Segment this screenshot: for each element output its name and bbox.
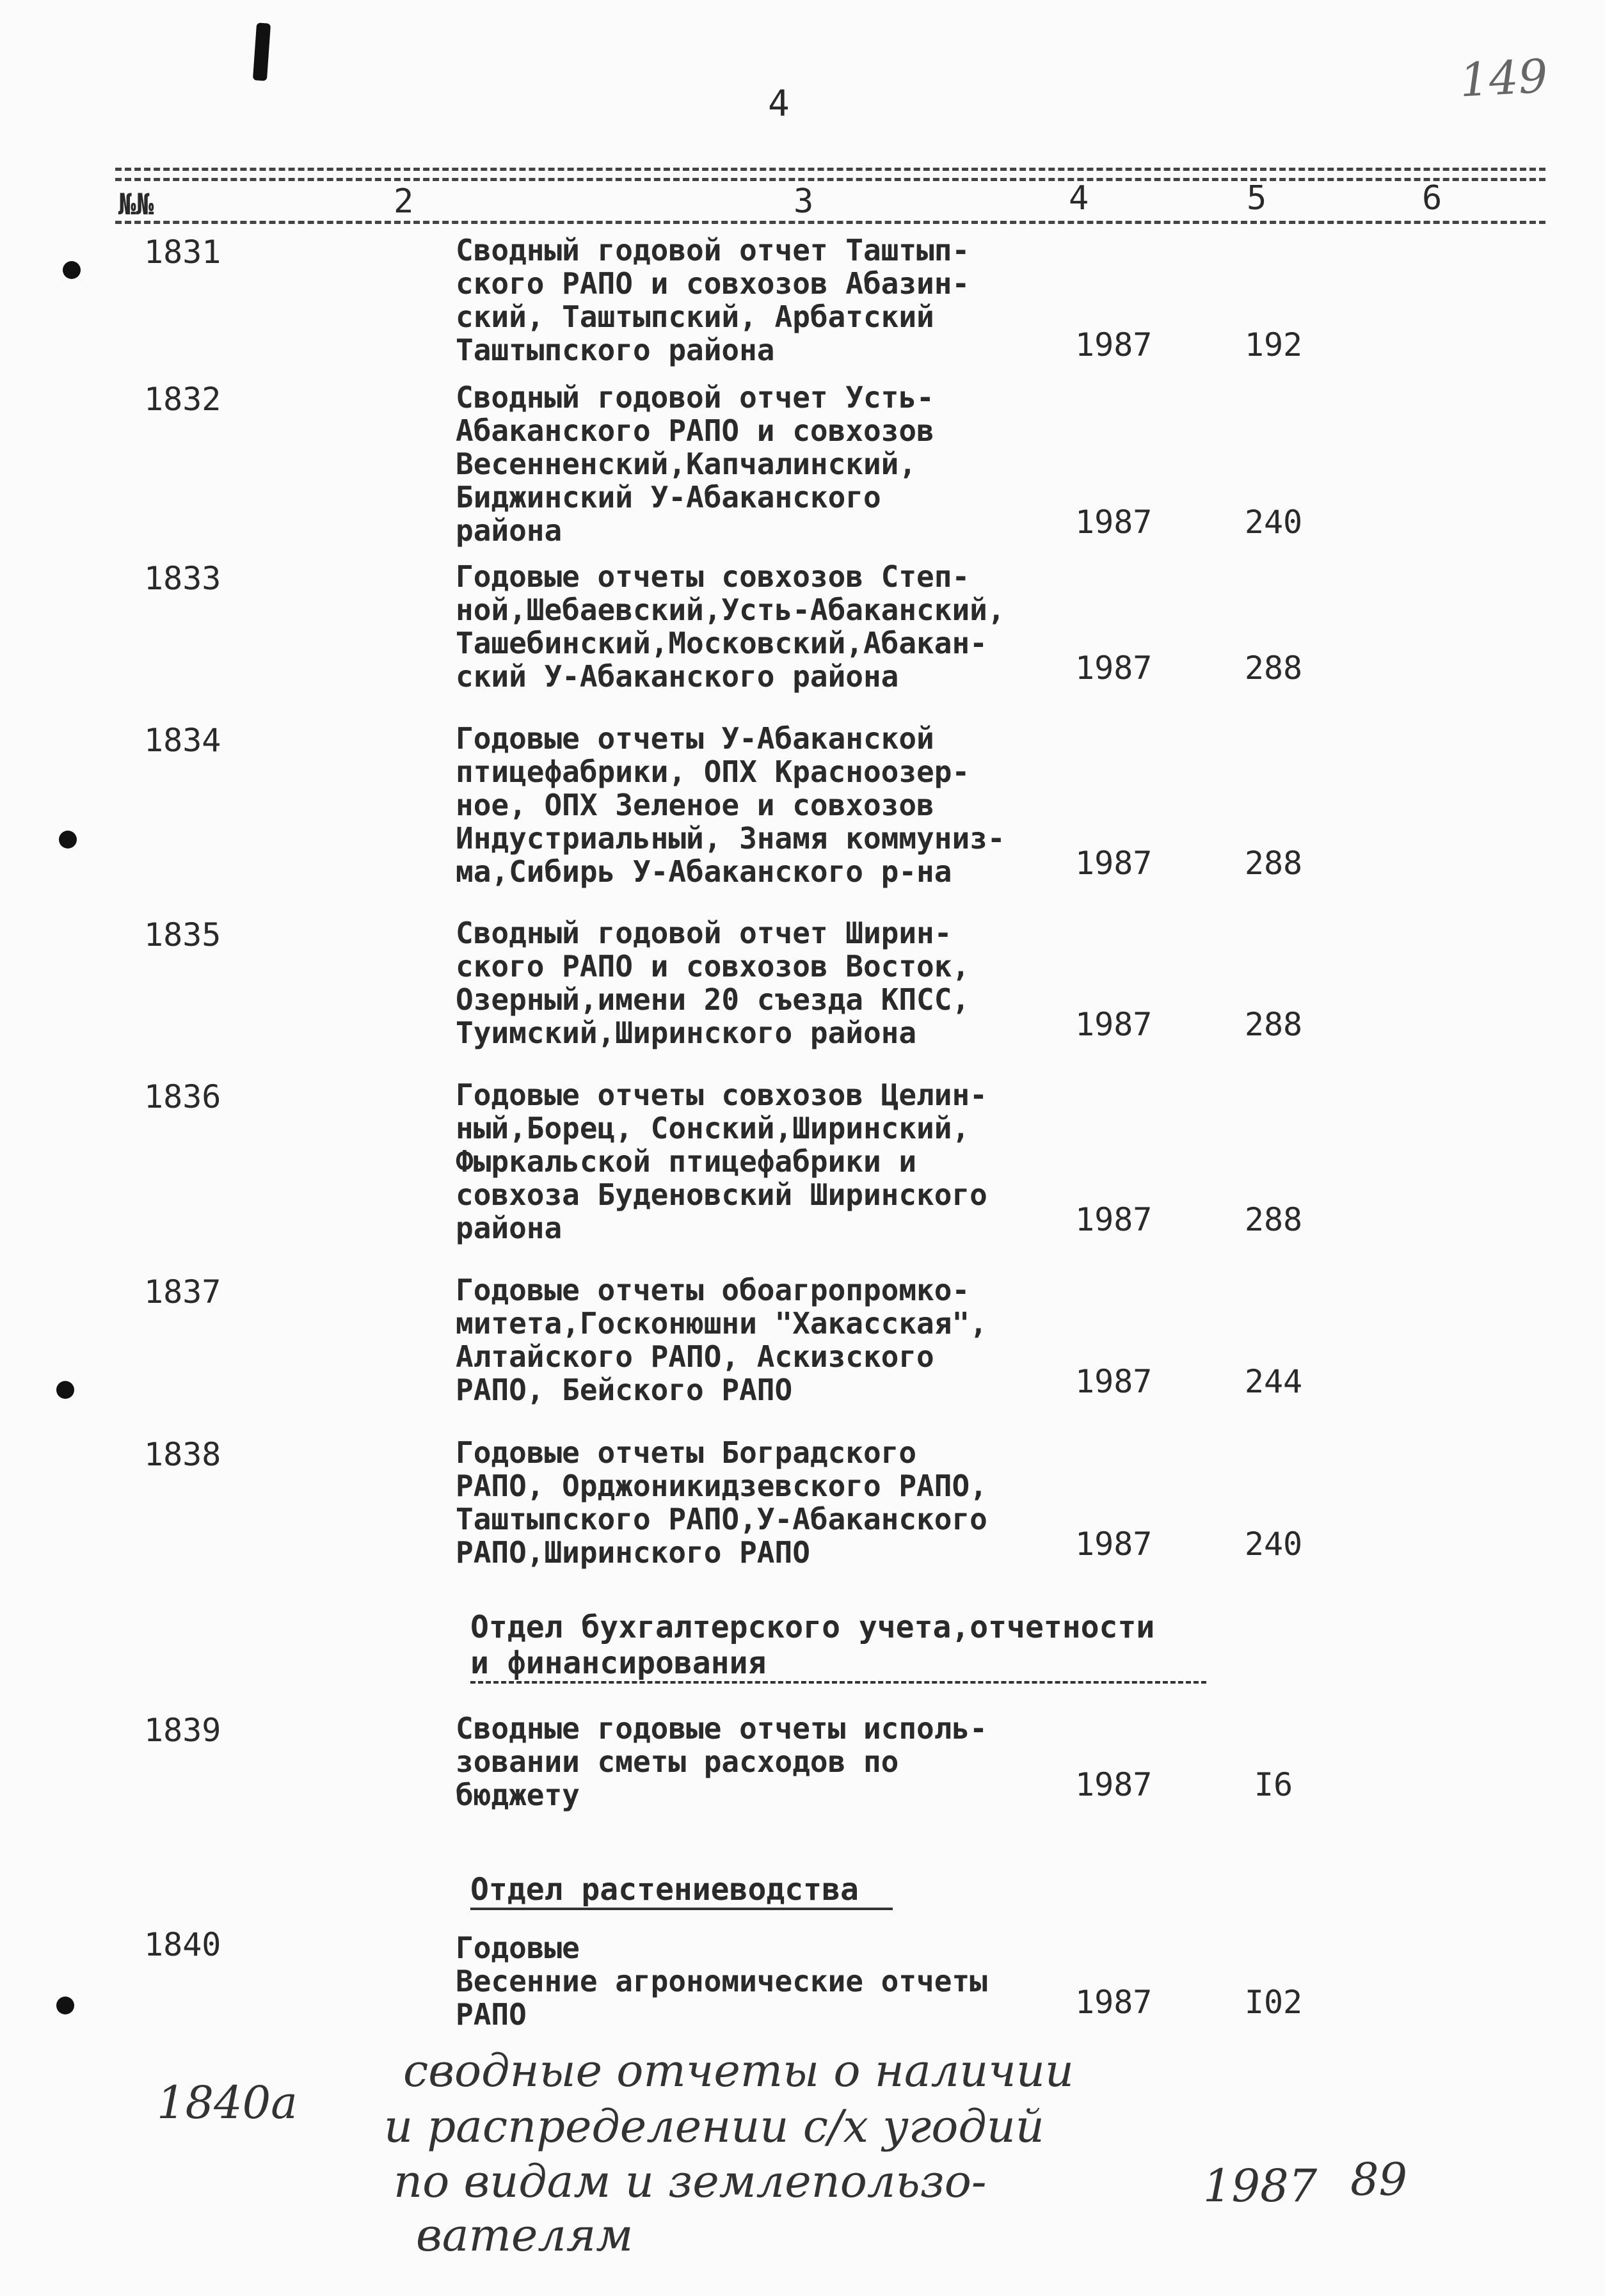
row-files: 244	[1244, 1363, 1303, 1400]
ink-mark	[253, 22, 271, 81]
handwritten-entry-line: вателям	[416, 2209, 634, 2261]
row-number: 1833	[144, 560, 221, 597]
section-heading-accounting: Отдел бухгалтерского учета,отчетности и финансирования	[470, 1609, 1206, 1684]
handwritten-entry-line: и распределении с/х угодий	[384, 2100, 1044, 2153]
page-number: 4	[768, 83, 790, 125]
column-header-5: 5	[1247, 179, 1267, 218]
handwritten-entry-number: 1840а	[157, 2077, 298, 2129]
row-number: 1837	[144, 1273, 221, 1311]
binder-hole	[59, 831, 77, 849]
row-title: Сводный годовой отчет Ширин- ского РАПО и совхозов Восток, Озерный,имени 20 съезда КПСС, Туимский,Ширинского района	[456, 916, 970, 1050]
header-top-line-2	[115, 178, 1545, 181]
row-files: 240	[1244, 1526, 1303, 1563]
row-title: Сводный годовой отчет Таштып- ского РАПО и совхозов Абазин- ский, Таштыпский, Арбатский Таштыпского района	[456, 233, 970, 367]
row-number: 1836	[144, 1078, 221, 1115]
row-year: 1987	[1075, 1526, 1153, 1563]
header-bottom-line	[115, 221, 1545, 224]
row-files: I6	[1254, 1766, 1293, 1803]
row-number: 1840	[144, 1926, 221, 1963]
row-title: Годовые отчеты Боградского РАПО, Орджоникидзевского РАПО, Таштыпского РАПО,У-Абаканского РАПО,Ширинского РАПО	[456, 1435, 987, 1570]
row-files: I02	[1244, 1984, 1303, 2021]
row-number: 1832	[144, 381, 221, 418]
row-files: 288	[1244, 1201, 1303, 1238]
handwritten-entry-line: сводные отчеты о наличии	[403, 2045, 1074, 2097]
row-year: 1987	[1075, 845, 1153, 882]
row-year: 1987	[1075, 1766, 1153, 1803]
row-files: 288	[1244, 845, 1303, 882]
handwritten-entry-files: 89	[1350, 2153, 1408, 2206]
row-title: Годовые отчеты совхозов Степ- ной,Шебаевский,Усть-Абаканский, Ташебинский,Московский,Абакан- ский У-Абаканского района	[456, 559, 1005, 694]
handwritten-entry-year: 1987	[1203, 2160, 1318, 2212]
row-title: Годовые Весенние агрономические отчеты РАПО	[456, 1931, 987, 2032]
header-top-line	[115, 168, 1545, 171]
row-year: 1987	[1075, 504, 1153, 541]
row-number: 1834	[144, 722, 221, 759]
row-files: 240	[1244, 504, 1303, 541]
row-title: Сводный годовой отчет Усть- Абаканского РАПО и совхозов Весенненский,Капчалинский, Биджинский У-Абаканского района	[456, 380, 934, 548]
binder-hole	[63, 261, 81, 279]
row-files: 192	[1244, 326, 1303, 363]
row-year: 1987	[1075, 1984, 1153, 2021]
row-year: 1987	[1075, 650, 1153, 687]
row-number: 1835	[144, 916, 221, 953]
column-header-number: №№	[118, 187, 154, 221]
column-header-2: 2	[394, 182, 414, 221]
row-title: Годовые отчеты обоагропромко- митета,Госконюшни "Хакасская", Алтайского РАПО, Аскизского РАПО, Бейского РАПО	[456, 1273, 987, 1407]
handwritten-sheet-number: 149	[1458, 49, 1549, 108]
row-year: 1987	[1075, 1006, 1153, 1043]
row-year: 1987	[1075, 326, 1153, 363]
row-title: Годовые отчеты совхозов Целин- ный,Борец, Сонский,Ширинский, Фыркальской птицефабрики и совхоза Буденовский Ширинского района	[456, 1078, 987, 1245]
section-heading-crops: Отдел растениеводства	[470, 1872, 893, 1910]
row-files: 288	[1244, 650, 1303, 687]
row-year: 1987	[1075, 1363, 1153, 1400]
row-number: 1838	[144, 1436, 221, 1473]
row-title: Сводные годовые отчеты исполь- зовании сметы расходов по бюджету	[456, 1711, 987, 1812]
row-files: 288	[1244, 1006, 1303, 1043]
row-title: Годовые отчеты У-Абаканской птицефабрики, ОПХ Красноозер- ное, ОПХ Зеленое и совхозов Индустриальный, Знамя коммуниз- ма,Сибирь У-Абаканского р-на	[456, 721, 1005, 889]
handwritten-entry-line: по видам и землепользо-	[394, 2155, 987, 2208]
column-header-3: 3	[794, 182, 814, 221]
column-header-4: 4	[1069, 179, 1089, 218]
row-number: 1831	[144, 234, 221, 271]
row-number: 1839	[144, 1712, 221, 1749]
column-header-6: 6	[1422, 179, 1442, 218]
binder-hole	[56, 1997, 74, 2014]
row-year: 1987	[1075, 1201, 1153, 1238]
binder-hole	[56, 1381, 74, 1399]
